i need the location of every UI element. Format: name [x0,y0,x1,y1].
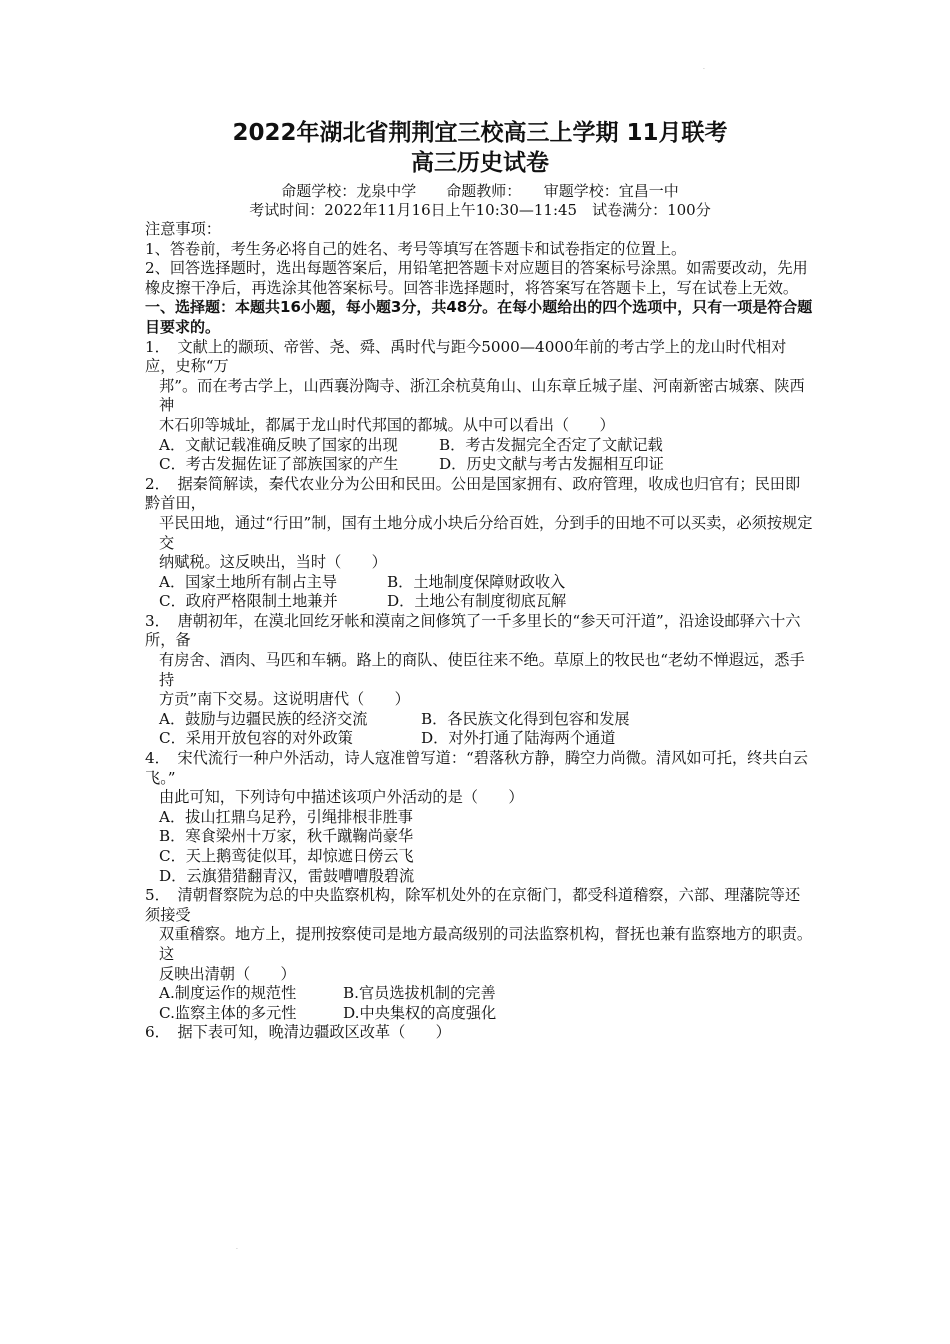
option-b: B．考古发掘完全否定了文献记载 [439,435,663,454]
option-d: D．云旗猎猎翻青汉，雷鼓嘈嘈殷碧流 [159,866,415,885]
question-stem: 由此可知，下列诗句中描述该项户外活动的是（ ） [159,788,524,807]
option-d: D.中央集权的高度强化 [343,1003,497,1022]
exam-meta-time: 考试时间：2022年11月16日上午10:30—11:45 试卷满分：100分 [249,201,711,219]
option-row [145,436,815,456]
question-stem: 1． 文献上的颛顼、帝喾、尧、舜、禹时代与距今5000—4000年前的考古学上的龙山时代相对应，史称“万 [145,337,787,376]
question-5 [145,886,815,1023]
option-c: C.监察主体的多元性 [159,1003,297,1022]
question-stem: 3． 唐朝初年，在漠北回纥牙帐和漠南之间修筑了一千多里长的“参天可汗道”，沿途设邮驿六十六所，备 [145,611,801,650]
option-row [145,984,815,1004]
question-stem: 平民田地，通过“行田”制，国有土地分成小块后分给百姓，分到手的田地不可以买卖，必须按规定交 [159,513,813,552]
section-heading: 一、选择题：本题共16小题，每小题3分，共48分。在每小题给出的四个选项中，只有一项是符合题目要求的。 [145,298,813,336]
option-d: D．土地公有制度彻底瓦解 [387,592,567,611]
notice-item: 1、答卷前，考生务必将自己的姓名、考号等填写在答题卡和试卷指定的位置上。 [145,239,687,258]
notice-item: 2、回答选择题时，选出每题答案后，用铅笔把答题卡对应题目的答案标号涂黑。如需要改动，先用橡皮擦干净后，再选涂其他答案标号。回答非选择题时，将答案写在答题卡上，写在试卷上无效。 [145,259,808,297]
option-c: C．天上鹅鸾徒似耳，却惊遮日傍云飞 [159,847,414,865]
scan-dot: · [236,1246,238,1253]
option-c: C．考古发掘佐证了部族国家的产生 [159,455,399,474]
question-2 [145,475,815,612]
scan-dot: · [703,66,705,73]
option-row [145,729,815,749]
option-row [145,1004,815,1024]
option-d: D．对外打通了陆海两个通道 [421,729,616,748]
question-3 [145,612,815,749]
option-b: B．寒食梁州十万家，秋千蹴鞠尚豪华 [159,827,414,846]
question-stem: 方贡”南下交易。这说明唐代（ ） [159,690,410,709]
option-a: A．鼓励与边疆民族的经济交流 [159,709,368,728]
option-a: A．拔山扛鼎乌足矜，引绳排根非胜事 [159,807,413,826]
option-d: D．历史文献与考古发掘相互印证 [439,455,664,474]
option-c: C．政府严格限制土地兼并 [159,592,338,611]
exam-page [145,118,815,1043]
exam-title: 2022年湖北省荆荆宜三校高三上学期 11月联考 [232,120,728,146]
option-a: A．国家土地所有制占主导 [159,572,338,591]
question-stem: 双重稽察。地方上，提刑按察使司是地方最高级别的司法监察机构，督抚也兼有监察地方的职责。这 [159,925,813,963]
option-b: B．土地制度保障财政收入 [387,572,566,591]
question-stem: 木石卯等城址，都属于龙山时代邦国的都城。从中可以看出（ ） [159,415,615,434]
question-4 [145,749,815,886]
question-1 [145,338,815,475]
question-stem: 5． 清朝督察院为总的中央监察机构，除军机处外的在京衙门，都受科道稽察，六部、理藩院等还须接受 [145,886,801,924]
exam-meta-authors: 命题学校：龙泉中学 命题教师： 审题学校：宜昌一中 [281,182,679,200]
question-stem: 纳赋税。这反映出，当时（ ） [159,553,387,572]
option-row [145,455,815,475]
option-c: C．采用开放包容的对外政策 [159,729,353,748]
question-6 [145,1023,815,1043]
option-row [145,592,815,612]
option-a: A.制度运作的规范性 [159,984,297,1003]
option-b: B.官员选拔机制的完善 [343,984,496,1003]
exam-subtitle: 高三历史试卷 [411,150,549,176]
question-stem: 4． 宋代流行一种户外活动，诗人寇准曾写道：“碧落秋方静，腾空力尚微。清风如可托，终共白云飞。” [145,749,808,787]
question-stem: 有房舍、酒肉、马匹和车辆。路上的商队、使臣往来不绝。草原上的牧民也“老幼不惮遐远，悉手持 [159,651,805,689]
question-stem: 反映出清朝（ ） [159,964,296,983]
option-row [145,710,815,730]
option-b: B．各民族文化得到包容和发展 [421,709,630,728]
question-stem: 2． 据秦简解读，秦代农业分为公田和民田。公田是国家拥有、政府管理，收成也归官有；民田即黔首田， [145,474,801,513]
option-a: A．文献记载准确反映了国家的出现 [159,435,398,454]
question-stem: 6． 据下表可知，晚清边疆政区改革（ ） [145,1023,451,1042]
option-row [145,573,815,593]
question-stem: 邦”。而在考古学上，山西襄汾陶寺、浙江余杭莫角山、山东章丘城子崖、河南新密古城寨、陕西神 [159,376,805,415]
notice-heading: 注意事项： [145,220,221,238]
